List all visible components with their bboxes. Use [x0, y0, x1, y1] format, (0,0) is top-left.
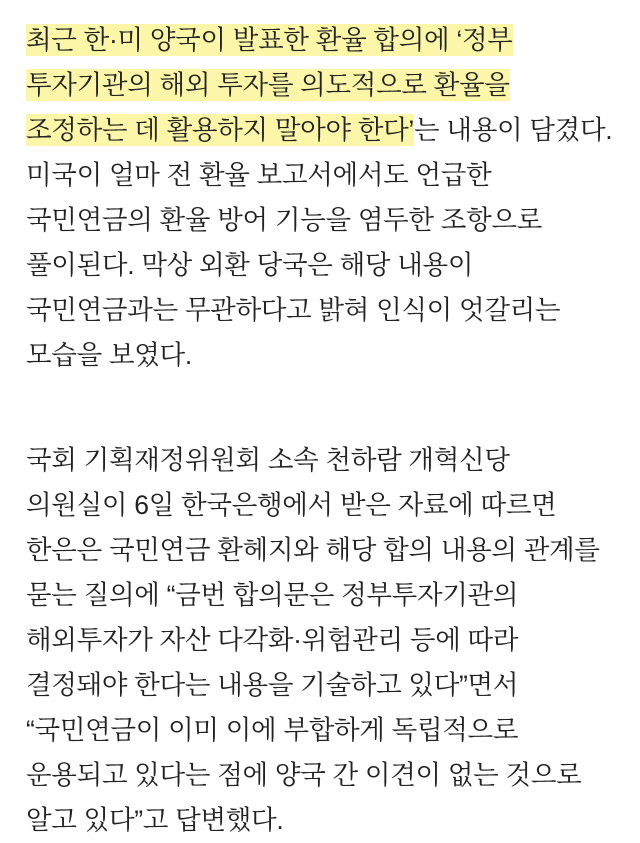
- article-paragraph-1: [26, 18, 614, 378]
- paragraph-text: 는 내용이 담겼다. 미국이 얼마 전 환율 보고서에서도 언급한 국민연금의 환율 방어 기능을 염두한 조항으로 풀이된다. 막상 외환 당국은 해당 내용이 국민연금과는 무관하다고 밝혀 인식이 엇갈리는 모습을 보였다.: [26, 115, 613, 370]
- article-paragraph-2: [26, 438, 614, 843]
- highlighted-text: 최근 한·미 양국이 발표한 환율 합의에 ‘정부 투자기관의 해외 투자를 의도적으로 환율을 조정하는 데 활용하지 말아야 한다’: [26, 25, 513, 145]
- paragraph-text: 국회 기획재정위원회 소속 천하람 개혁신당 의원실이 6일 한국은행에서 받은 자료에 따르면 한은은 국민연금 환헤지와 해당 합의 내용의 관계를 묻는 질의에 “금번 합의문은 정부투자기관의 해외투자가 자산 다각화·위험관리 등에 따라 결정돼야 한다는 내용을 기술하고 있다”면서 “국민연금이 이미 이에 부합하게 독립적으로 운용되고 있다는 점에 양국 간 이견이 없는 것으로 알고 있다”고 답변했다.: [26, 445, 600, 835]
